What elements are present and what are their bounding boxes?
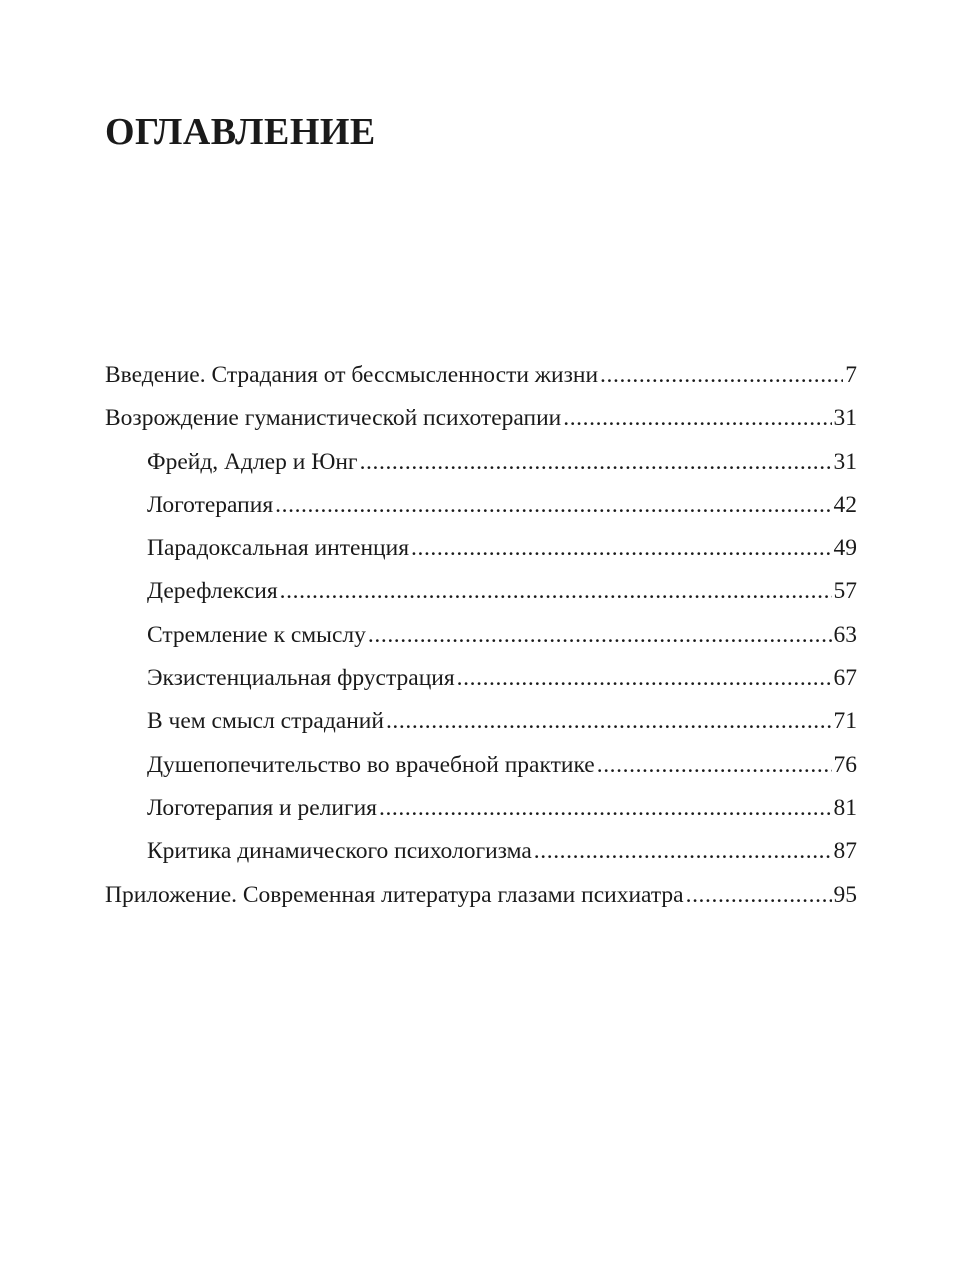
toc-entry xyxy=(105,570,857,613)
toc-page-number: 7 xyxy=(845,362,857,388)
toc-dot-leader xyxy=(534,830,832,873)
toc-entry xyxy=(105,657,857,700)
table-of-contents xyxy=(105,354,857,917)
toc-entry xyxy=(105,874,857,917)
toc-page-number: 57 xyxy=(833,578,857,605)
toc-dot-leader xyxy=(368,614,832,657)
toc-page-number: 31 xyxy=(833,448,857,475)
toc-entry xyxy=(105,354,857,397)
toc-entry xyxy=(105,700,857,743)
toc-page-number: 49 xyxy=(833,535,857,562)
toc-entry-label: Приложение. Современная литература глазами психиатра xyxy=(105,881,684,908)
toc-entry-label: Логотерапия xyxy=(147,491,274,518)
toc-dot-leader xyxy=(386,700,832,743)
toc-page-number: 87 xyxy=(833,838,857,865)
toc-dot-leader xyxy=(360,441,832,484)
toc-page-number: 71 xyxy=(833,708,857,735)
toc-dot-leader xyxy=(275,484,831,527)
toc-dot-leader xyxy=(686,874,832,917)
toc-entry xyxy=(105,830,857,873)
toc-page-number: 76 xyxy=(833,751,857,778)
toc-dot-leader xyxy=(457,657,832,700)
toc-entry-label: Критика динамического психологизма xyxy=(147,838,532,865)
toc-entry xyxy=(105,527,857,570)
toc-page-number: 95 xyxy=(833,881,857,908)
toc-entry xyxy=(105,397,857,440)
toc-entry-label: Экзистенциальная фрустрация xyxy=(147,665,455,692)
page-title: ОГЛАВЛЕНИЕ xyxy=(105,111,376,153)
toc-dot-leader xyxy=(563,397,831,440)
toc-dot-leader xyxy=(411,527,832,570)
toc-entry-label: Парадоксальная интенция xyxy=(147,535,409,562)
toc-page-number: 67 xyxy=(833,665,857,692)
toc-page-number: 42 xyxy=(833,491,857,518)
toc-dot-leader xyxy=(280,570,832,613)
toc-entry-label: Фрейд, Адлер и Юнг xyxy=(147,448,358,475)
toc-entry-label: Дерефлексия xyxy=(147,578,278,605)
toc-dot-leader xyxy=(597,744,832,787)
toc-entry xyxy=(105,614,857,657)
toc-entry-label: В чем смысл страданий xyxy=(147,708,384,735)
toc-page-number: 81 xyxy=(833,794,857,821)
toc-entry xyxy=(105,787,857,830)
toc-entry-label: Логотерапия и религия xyxy=(147,794,377,821)
toc-dot-leader xyxy=(379,787,832,830)
toc-entry-label: Душепопечительство во врачебной практике xyxy=(147,751,595,778)
toc-dot-leader xyxy=(600,354,843,397)
toc-entry-label: Возрождение гуманистической психотерапии xyxy=(105,405,562,432)
toc-entry-label: Введение. Страдания от бессмысленности жизни xyxy=(105,362,599,388)
toc-entry-label: Стремление к смыслу xyxy=(147,621,366,648)
toc-entry xyxy=(105,441,857,484)
toc-entry xyxy=(105,744,857,787)
toc-entry xyxy=(105,484,857,527)
toc-page-number: 63 xyxy=(833,621,857,648)
toc-page-number: 31 xyxy=(833,405,857,432)
